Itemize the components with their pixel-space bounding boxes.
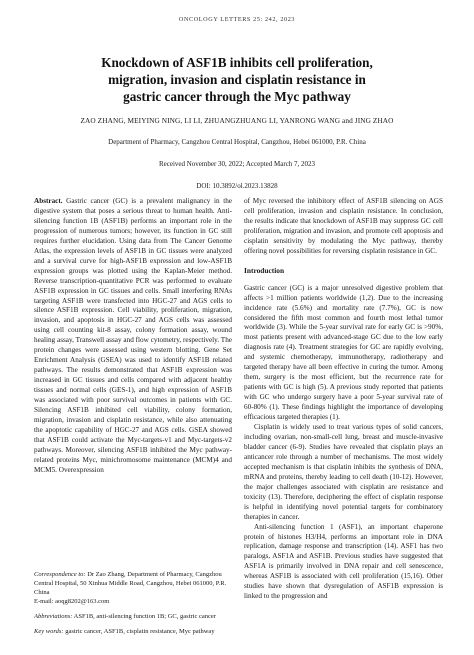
correspondence-text: Dr Zao Zhang, Department of Pharmacy, Cangzhou Central Hospital, 50 Xinhua Middle Road, Cangzhou, Hebei 061000, P.R. China xyxy=(34,571,227,596)
abstract xyxy=(34,197,232,476)
footnotes xyxy=(34,570,232,642)
article-title xyxy=(40,54,434,105)
doi: DOI: 10.3892/ol.2023.13828 xyxy=(196,182,278,190)
journal-header: ONCOLOGY LETTERS 25: 242, 2023 xyxy=(178,16,296,23)
correspondence-label: Correspondence to: xyxy=(34,571,86,578)
keywords xyxy=(34,627,232,636)
left-column xyxy=(34,197,232,476)
correspondence xyxy=(34,570,232,606)
abstract-text: Gastric cancer (GC) is a prevalent malignancy in the digestive system that poses a serious threat to human health. Anti-silencing function 1B (ASF1B) performs an important role in the progression of numerous tumors; however, its function in GC still requires further elucidation. Using data from The Cancer Genome Atlas, the expression levels of ASF1B in GC tissues were analyzed and a survival curve for high-ASF1B expression and low-ASF1B expression groups was plotted using the Kaplan-Meier method. Reverse transcription-quantitative PCR was performed to evaluate ASF1B expression in GC tissues and cells. Small interfering RNAs targeting ASF1B were transfected into HGC-27 and AGS cells to silence ASF1B expression. Cell viability, proliferation, migration, invasion, and apoptosis in HGC-27 and AGS cells was assessed using cell counting kit-8 assay, colony formation assay, wound healing assay, Transwell assay and flow cytometry, respectively. The protein changes were assessed using western blotting. Gene Set Enrichment Analysis (GSEA) was used to identify ASF1B related pathways. The results demonstrated that ASF1B expression was increased in GC tissues and cells compared with adjacent healthy tissues and normal cells (GES-1), and high expression of ASF1B was associated with poor survival outcomes in patients with GC. Silencing ASF1B inhibited cell viability, colony formation, migration, invasion and cisplatin resistance, while also attenuating the apoptotic capability of HGC-27 and AGS cells. GSEA showed that ASF1B could activate the Myc-targets-v1 and Myc-targets-v2 pathways. Moreover, silencing ASF1B inhibited the Myc pathway-related proteins Myc, minichromosome maintenance (MCM)4 and MCM5. Overexpression xyxy=(34,197,232,474)
title-line-2: migration, invasion and cisplatin resistance in xyxy=(108,72,366,87)
received-dates: Received November 30, 2022; Accepted March 7, 2023 xyxy=(158,160,316,168)
title-line-3: gastric cancer through the Myc pathway xyxy=(123,89,351,104)
abbreviations xyxy=(34,612,232,621)
intro-paragraph-1: Gastric cancer (GC) is a major unresolved digestive problem that affects >1 million patients worldwide (1,2). Due to the increasing incidence rate (5.6%) and mortality rate (7.7%), GC is now considered the fifth most common and fourth most lethal tumor worldwide (3). While the 5-year survival rate for early GC is >90%, most patients present with advanced-stage GC due to the low early diagnosis rate (4). Treatment strategies for GC are rapidly evolving, and systemic chemotherapy, immunotherapy, radiotherapy and targeted therapy have all been effective in curing the tumor. Among them, surgery is the most efficient, but the recurrence rate for patients with GC is high (5). A previous study reported that patients with GC who undergo surgery have a poor 5-year survival rate of 60-80% (1). These findings highlight the importance of developing efficacious targeted therapies (1). xyxy=(244,283,443,422)
intro-paragraph-2: Cisplatin is widely used to treat various types of solid cancers, including ovarian, non-small-cell lung, breast and muscle-invasive bladder cancer (6-9). Studies have revealed that cisplatin plays an anticancer role through a number of mechanisms. The most widely accepted mechanism is that cisplatin inhibits the synthesis of DNA, mRNA and proteins, thereby leading to cell death (10-12). However, the major challenges associated with cisplatin are resistance and toxicity (13). Therefore, deciphering the effect of cisplatin response is helpful in identifying novel potential targets for combinatory therapies in cancer. xyxy=(244,423,443,521)
author-list: ZAO ZHANG, MEIYING NING, LI LI, ZHUANGZHUANG LI, YANRONG WANG and JING ZHAO xyxy=(80,116,394,125)
title-line-1: Knockdown of ASF1B inhibits cell proliferation, xyxy=(101,55,373,70)
abstract-continuation: of Myc reversed the inhibitory effect of ASF1B silencing on AGS cell proliferation, invasion and cisplatin resistance. In conclusion, the results indicate that knockdown of ASF1B may suppress GC cell proliferation, migration and invasion, and promote cell apoptosis and cisplatin sensitivity by modulating the Myc pathway, thereby offering novel possibilities for reversing cisplatin resistance in GC. xyxy=(244,197,443,255)
abbreviations-label: Abbreviations: xyxy=(34,613,73,620)
keywords-text: gastric cancer, ASF1B, cisplatin resistance, Myc pathway xyxy=(63,628,215,635)
right-column xyxy=(244,197,443,602)
abstract-label: Abstract. xyxy=(34,197,63,205)
abbreviations-text: ASF1B, anti-silencing function 1B; GC, gastric cancer xyxy=(72,613,216,620)
introduction-heading: Introduction xyxy=(244,265,285,275)
intro-paragraph-3: Anti-silencing function 1 (ASF1), an important chaperone protein of histones H3/H4, performs an important role in DNA replication, damage response and transcription (14). ASF1 has two paralogs, ASF1A and ASF1B. Previous studies have suggested that ASF1A is primarily involved in DNA repair and cell senescence, whereas ASF1B is associated with cell proliferation (15,16). Other studies have shown that dysregulation of ASF1B expression is linked to the progression and xyxy=(244,522,443,601)
correspondence-email[interactable]: E-mail: aoqg8202@163.com xyxy=(34,598,110,605)
keywords-label: Key words: xyxy=(34,628,64,635)
affiliation: Department of Pharmacy, Cangzhou Central Hospital, Cangzhou, Hebei 061000, P.R. China xyxy=(108,138,366,146)
